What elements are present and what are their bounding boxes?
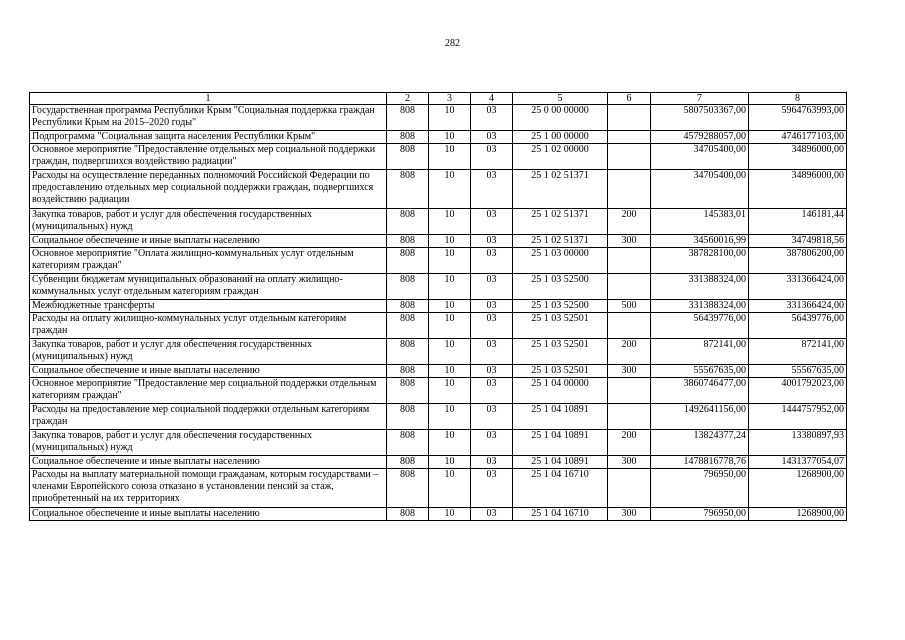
subsection-code: 03 xyxy=(471,209,513,235)
amount-year-1: 34560016,99 xyxy=(651,235,749,248)
amount-year-1: 1478816778,76 xyxy=(651,456,749,469)
admin-code: 808 xyxy=(387,456,429,469)
admin-code: 808 xyxy=(387,339,429,365)
row-name: Социальное обеспечение и иные выплаты населению xyxy=(30,456,387,469)
expense-type-code xyxy=(608,404,651,430)
row-name: Закупка товаров, работ и услуг для обеспечения государственных (муниципальных) нужд xyxy=(30,430,387,456)
expense-type-code xyxy=(608,144,651,170)
subsection-code: 03 xyxy=(471,469,513,508)
subsection-code: 03 xyxy=(471,235,513,248)
admin-code: 808 xyxy=(387,170,429,209)
admin-code: 808 xyxy=(387,365,429,378)
row-name: Расходы на осуществление переданных полномочий Российской Федерации по предоставлению отдельных мер социальной поддержки граждан, подвергшихся воздействию радиации xyxy=(30,170,387,209)
admin-code: 808 xyxy=(387,144,429,170)
admin-code: 808 xyxy=(387,508,429,521)
amount-year-1: 4579288057,00 xyxy=(651,131,749,144)
admin-code: 808 xyxy=(387,378,429,404)
amount-year-2: 5964763993,00 xyxy=(749,105,847,131)
target-article-code: 25 1 04 10891 xyxy=(513,430,608,456)
target-article-code: 25 1 04 10891 xyxy=(513,404,608,430)
expense-type-code: 200 xyxy=(608,209,651,235)
row-name: Основное мероприятие "Предоставление отдельных мер социальной поддержки граждан, подвергшихся воздействию радиации" xyxy=(30,144,387,170)
amount-year-2: 55567635,00 xyxy=(749,365,847,378)
amount-year-2: 1268900,00 xyxy=(749,508,847,521)
expense-type-code xyxy=(608,274,651,300)
admin-code: 808 xyxy=(387,404,429,430)
row-name: Расходы на оплату жилищно-коммунальных услуг отдельным категориям граждан xyxy=(30,313,387,339)
amount-year-1: 331388324,00 xyxy=(651,300,749,313)
amount-year-2: 1431377054,07 xyxy=(749,456,847,469)
section-code: 10 xyxy=(429,469,471,508)
amount-year-1: 55567635,00 xyxy=(651,365,749,378)
target-article-code: 25 1 03 00000 xyxy=(513,248,608,274)
expense-type-code xyxy=(608,131,651,144)
section-code: 10 xyxy=(429,365,471,378)
section-code: 10 xyxy=(429,105,471,131)
section-code: 10 xyxy=(429,209,471,235)
row-name: Закупка товаров, работ и услуг для обеспечения государственных (муниципальных) нужд xyxy=(30,209,387,235)
section-code: 10 xyxy=(429,430,471,456)
target-article-code: 25 1 00 00000 xyxy=(513,131,608,144)
admin-code: 808 xyxy=(387,209,429,235)
subsection-code: 03 xyxy=(471,170,513,209)
section-code: 10 xyxy=(429,404,471,430)
admin-code: 808 xyxy=(387,469,429,508)
column-header: 3 xyxy=(429,93,471,105)
row-name: Государственная программа Республики Крым "Социальная поддержка граждан Республики Крым на 2015–2020 годы" xyxy=(30,105,387,131)
target-article-code: 25 1 02 51371 xyxy=(513,209,608,235)
column-header: 8 xyxy=(749,93,847,105)
section-code: 10 xyxy=(429,378,471,404)
table-row xyxy=(30,235,847,248)
amount-year-2: 1268900,00 xyxy=(749,469,847,508)
amount-year-1: 872141,00 xyxy=(651,339,749,365)
amount-year-1: 796950,00 xyxy=(651,508,749,521)
amount-year-1: 34705400,00 xyxy=(651,144,749,170)
amount-year-2: 34896000,00 xyxy=(749,170,847,209)
admin-code: 808 xyxy=(387,248,429,274)
amount-year-1: 387828100,00 xyxy=(651,248,749,274)
table-row xyxy=(30,404,847,430)
section-code: 10 xyxy=(429,300,471,313)
subsection-code: 03 xyxy=(471,365,513,378)
expense-type-code xyxy=(608,105,651,131)
expense-type-code xyxy=(608,313,651,339)
table-row xyxy=(30,508,847,521)
table-row xyxy=(30,339,847,365)
subsection-code: 03 xyxy=(471,339,513,365)
table-row xyxy=(30,456,847,469)
amount-year-2: 4001792023,00 xyxy=(749,378,847,404)
section-code: 10 xyxy=(429,339,471,365)
amount-year-2: 331366424,00 xyxy=(749,300,847,313)
table-row xyxy=(30,144,847,170)
section-code: 10 xyxy=(429,274,471,300)
budget-table xyxy=(29,92,847,521)
subsection-code: 03 xyxy=(471,508,513,521)
amount-year-2: 34749818,56 xyxy=(749,235,847,248)
section-code: 10 xyxy=(429,131,471,144)
admin-code: 808 xyxy=(387,313,429,339)
row-name: Подпрограмма "Социальная защита населения Республики Крым" xyxy=(30,131,387,144)
admin-code: 808 xyxy=(387,105,429,131)
target-article-code: 25 1 04 16710 xyxy=(513,469,608,508)
target-article-code: 25 1 04 10891 xyxy=(513,456,608,469)
subsection-code: 03 xyxy=(471,300,513,313)
section-code: 10 xyxy=(429,248,471,274)
subsection-code: 03 xyxy=(471,456,513,469)
section-code: 10 xyxy=(429,313,471,339)
amount-year-1: 3860746477,00 xyxy=(651,378,749,404)
table-row xyxy=(30,365,847,378)
target-article-code: 25 1 04 16710 xyxy=(513,508,608,521)
column-header: 7 xyxy=(651,93,749,105)
target-article-code: 25 1 03 52500 xyxy=(513,274,608,300)
subsection-code: 03 xyxy=(471,378,513,404)
subsection-code: 03 xyxy=(471,105,513,131)
row-name: Межбюджетные трансферты xyxy=(30,300,387,313)
expense-type-code xyxy=(608,469,651,508)
table-row xyxy=(30,248,847,274)
expense-type-code: 500 xyxy=(608,300,651,313)
column-header: 2 xyxy=(387,93,429,105)
expense-type-code: 300 xyxy=(608,508,651,521)
row-name: Социальное обеспечение и иные выплаты населению xyxy=(30,365,387,378)
expense-type-code: 300 xyxy=(608,365,651,378)
target-article-code: 25 1 02 00000 xyxy=(513,144,608,170)
table-row xyxy=(30,274,847,300)
subsection-code: 03 xyxy=(471,274,513,300)
amount-year-1: 5807503367,00 xyxy=(651,105,749,131)
row-name: Закупка товаров, работ и услуг для обеспечения государственных (муниципальных) нужд xyxy=(30,339,387,365)
expense-type-code: 200 xyxy=(608,339,651,365)
amount-year-2: 872141,00 xyxy=(749,339,847,365)
row-name: Расходы на предоставление мер социальной поддержки отдельным категориям граждан xyxy=(30,404,387,430)
table-row xyxy=(30,105,847,131)
subsection-code: 03 xyxy=(471,404,513,430)
table-row xyxy=(30,170,847,209)
admin-code: 808 xyxy=(387,300,429,313)
section-code: 10 xyxy=(429,170,471,209)
page-number: 282 xyxy=(445,38,460,49)
target-article-code: 25 1 03 52500 xyxy=(513,300,608,313)
expense-type-code: 200 xyxy=(608,430,651,456)
subsection-code: 03 xyxy=(471,131,513,144)
admin-code: 808 xyxy=(387,235,429,248)
amount-year-2: 146181,44 xyxy=(749,209,847,235)
target-article-code: 25 1 02 51371 xyxy=(513,170,608,209)
row-name: Социальное обеспечение и иные выплаты населению xyxy=(30,235,387,248)
table-row xyxy=(30,430,847,456)
row-name: Основное мероприятие "Предоставление мер социальной поддержки отдельным категориям граждан" xyxy=(30,378,387,404)
target-article-code: 25 1 04 00000 xyxy=(513,378,608,404)
column-header: 1 xyxy=(30,93,387,105)
table-row xyxy=(30,131,847,144)
amount-year-2: 1444757952,00 xyxy=(749,404,847,430)
subsection-code: 03 xyxy=(471,248,513,274)
table-row xyxy=(30,209,847,235)
expense-type-code xyxy=(608,378,651,404)
expense-type-code: 300 xyxy=(608,235,651,248)
subsection-code: 03 xyxy=(471,144,513,170)
amount-year-1: 145383,01 xyxy=(651,209,749,235)
target-article-code: 25 1 03 52501 xyxy=(513,313,608,339)
admin-code: 808 xyxy=(387,131,429,144)
amount-year-2: 13380897,93 xyxy=(749,430,847,456)
target-article-code: 25 1 02 51371 xyxy=(513,235,608,248)
admin-code: 808 xyxy=(387,430,429,456)
amount-year-1: 34705400,00 xyxy=(651,170,749,209)
subsection-code: 03 xyxy=(471,313,513,339)
amount-year-1: 1492641156,00 xyxy=(651,404,749,430)
expense-type-code: 300 xyxy=(608,456,651,469)
amount-year-2: 4746177103,00 xyxy=(749,131,847,144)
section-code: 10 xyxy=(429,508,471,521)
amount-year-1: 56439776,00 xyxy=(651,313,749,339)
table-row xyxy=(30,313,847,339)
amount-year-1: 331388324,00 xyxy=(651,274,749,300)
subsection-code: 03 xyxy=(471,430,513,456)
target-article-code: 25 1 03 52501 xyxy=(513,365,608,378)
row-name: Основное мероприятие "Оплата жилищно-коммунальных услуг отдельным категориям граждан" xyxy=(30,248,387,274)
header-row xyxy=(30,93,847,105)
table-row xyxy=(30,469,847,508)
column-header: 5 xyxy=(513,93,608,105)
table-row xyxy=(30,378,847,404)
table-row xyxy=(30,300,847,313)
target-article-code: 25 0 00 00000 xyxy=(513,105,608,131)
row-name: Социальное обеспечение и иные выплаты населению xyxy=(30,508,387,521)
section-code: 10 xyxy=(429,235,471,248)
amount-year-1: 796950,00 xyxy=(651,469,749,508)
amount-year-2: 387806200,00 xyxy=(749,248,847,274)
amount-year-2: 331366424,00 xyxy=(749,274,847,300)
section-code: 10 xyxy=(429,144,471,170)
expense-type-code xyxy=(608,170,651,209)
target-article-code: 25 1 03 52501 xyxy=(513,339,608,365)
amount-year-1: 13824377,24 xyxy=(651,430,749,456)
column-header: 4 xyxy=(471,93,513,105)
section-code: 10 xyxy=(429,456,471,469)
amount-year-2: 56439776,00 xyxy=(749,313,847,339)
row-name: Расходы на выплату материальной помощи гражданам, которым государствами – членами Европейского союза отказано в установлении пенсий за стаж, приобретенный на их территориях xyxy=(30,469,387,508)
amount-year-2: 34896000,00 xyxy=(749,144,847,170)
row-name: Субвенции бюджетам муниципальных образований на оплату жилищно-коммунальных услуг отдельным категориям граждан xyxy=(30,274,387,300)
column-header: 6 xyxy=(608,93,651,105)
admin-code: 808 xyxy=(387,274,429,300)
expense-type-code xyxy=(608,248,651,274)
